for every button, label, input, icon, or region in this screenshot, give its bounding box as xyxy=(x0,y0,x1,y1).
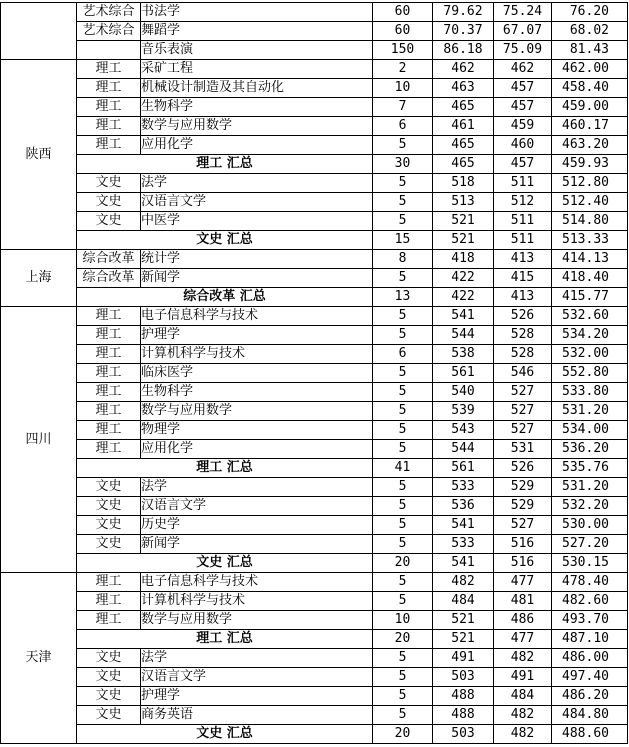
count-cell: 41 xyxy=(373,459,433,478)
table-row xyxy=(1,402,628,421)
subtotal-row xyxy=(1,231,628,250)
min-score-cell: 484 xyxy=(494,687,552,706)
subtotal-row xyxy=(1,459,628,478)
major-cell: 临床医学 xyxy=(141,364,373,383)
max-score-cell: 521 xyxy=(433,630,494,649)
min-score-cell: 546 xyxy=(494,364,552,383)
min-score-cell: 511 xyxy=(494,231,552,250)
major-cell: 商务英语 xyxy=(141,706,373,725)
count-cell: 10 xyxy=(373,611,433,630)
max-score-cell: 418 xyxy=(433,250,494,269)
count-cell: 20 xyxy=(373,725,433,744)
category-cell: 理工 xyxy=(77,98,141,117)
table-row xyxy=(1,250,628,269)
count-cell: 6 xyxy=(373,117,433,136)
major-cell: 电子信息科学与技术 xyxy=(141,573,373,592)
min-score-cell: 531 xyxy=(494,440,552,459)
count-cell: 5 xyxy=(373,573,433,592)
max-score-cell: 561 xyxy=(433,364,494,383)
count-cell: 60 xyxy=(373,22,433,41)
major-cell: 历史学 xyxy=(141,516,373,535)
min-score-cell: 526 xyxy=(494,307,552,326)
max-score-cell: 465 xyxy=(433,98,494,117)
max-score-cell: 462 xyxy=(433,60,494,79)
min-score-cell: 459 xyxy=(494,117,552,136)
min-score-cell: 477 xyxy=(494,630,552,649)
major-cell: 数学与应用数学 xyxy=(141,117,373,136)
avg-score-cell: 552.80 xyxy=(552,364,628,383)
max-score-cell: 491 xyxy=(433,649,494,668)
max-score-cell: 503 xyxy=(433,668,494,687)
major-cell: 数学与应用数学 xyxy=(141,402,373,421)
category-cell: 理工 xyxy=(77,440,141,459)
avg-score-cell: 76.20 xyxy=(552,3,628,22)
count-cell: 5 xyxy=(373,193,433,212)
max-score-cell: 463 xyxy=(433,79,494,98)
max-score-cell: 422 xyxy=(433,269,494,288)
count-cell: 5 xyxy=(373,649,433,668)
major-cell: 计算机科学与技术 xyxy=(141,592,373,611)
avg-score-cell: 512.40 xyxy=(552,193,628,212)
major-cell: 应用化学 xyxy=(141,440,373,459)
min-score-cell: 481 xyxy=(494,592,552,611)
count-cell: 5 xyxy=(373,136,433,155)
category-cell: 理工 xyxy=(77,592,141,611)
category-cell: 文史 xyxy=(77,212,141,231)
count-cell: 30 xyxy=(373,155,433,174)
min-score-cell: 529 xyxy=(494,478,552,497)
major-cell: 音乐表演 xyxy=(141,41,373,60)
category-cell: 文史 xyxy=(77,668,141,687)
province-cell: 四川 xyxy=(1,307,77,573)
count-cell: 150 xyxy=(373,41,433,60)
min-score-cell: 511 xyxy=(494,174,552,193)
category-cell: 理工 xyxy=(77,136,141,155)
table-row xyxy=(1,535,628,554)
max-score-cell: 544 xyxy=(433,440,494,459)
major-cell: 中医学 xyxy=(141,212,373,231)
category-cell: 文史 xyxy=(77,535,141,554)
category-cell: 理工 xyxy=(77,326,141,345)
max-score-cell: 533 xyxy=(433,535,494,554)
category-cell: 理工 xyxy=(77,60,141,79)
avg-score-cell: 497.40 xyxy=(552,668,628,687)
table-row xyxy=(1,649,628,668)
avg-score-cell: 535.76 xyxy=(552,459,628,478)
min-score-cell: 482 xyxy=(494,706,552,725)
category-cell: 理工 xyxy=(77,383,141,402)
major-cell: 数学与应用数学 xyxy=(141,611,373,630)
min-score-cell: 67.07 xyxy=(494,22,552,41)
avg-score-cell: 513.33 xyxy=(552,231,628,250)
subtotal-row xyxy=(1,725,628,744)
min-score-cell: 462 xyxy=(494,60,552,79)
max-score-cell: 543 xyxy=(433,421,494,440)
count-cell: 5 xyxy=(373,364,433,383)
major-cell: 舞蹈学 xyxy=(141,22,373,41)
subtotal-label: 文史 汇总 xyxy=(77,725,373,744)
min-score-cell: 528 xyxy=(494,326,552,345)
count-cell: 5 xyxy=(373,307,433,326)
count-cell: 5 xyxy=(373,440,433,459)
max-score-cell: 533 xyxy=(433,478,494,497)
count-cell: 5 xyxy=(373,421,433,440)
category-cell: 综合改革 xyxy=(77,250,141,269)
avg-score-cell: 488.60 xyxy=(552,725,628,744)
table-row xyxy=(1,516,628,535)
count-cell: 5 xyxy=(373,497,433,516)
table-row xyxy=(1,22,628,41)
category-cell: 文史 xyxy=(77,649,141,668)
max-score-cell: 465 xyxy=(433,155,494,174)
avg-score-cell: 463.20 xyxy=(552,136,628,155)
min-score-cell: 491 xyxy=(494,668,552,687)
max-score-cell: 488 xyxy=(433,706,494,725)
min-score-cell: 486 xyxy=(494,611,552,630)
avg-score-cell: 532.20 xyxy=(552,497,628,516)
count-cell: 5 xyxy=(373,478,433,497)
table-row xyxy=(1,345,628,364)
province-cell xyxy=(1,3,77,60)
category-cell: 文史 xyxy=(77,516,141,535)
subtotal-label: 理工 汇总 xyxy=(77,630,373,649)
min-score-cell: 75.24 xyxy=(494,3,552,22)
max-score-cell: 86.18 xyxy=(433,41,494,60)
min-score-cell: 527 xyxy=(494,402,552,421)
avg-score-cell: 462.00 xyxy=(552,60,628,79)
max-score-cell: 541 xyxy=(433,307,494,326)
count-cell: 5 xyxy=(373,326,433,345)
avg-score-cell: 493.70 xyxy=(552,611,628,630)
count-cell: 5 xyxy=(373,687,433,706)
category-cell: 理工 xyxy=(77,421,141,440)
avg-score-cell: 486.00 xyxy=(552,649,628,668)
table-row xyxy=(1,307,628,326)
avg-score-cell: 534.20 xyxy=(552,326,628,345)
max-score-cell: 544 xyxy=(433,326,494,345)
table-row xyxy=(1,611,628,630)
avg-score-cell: 68.02 xyxy=(552,22,628,41)
max-score-cell: 538 xyxy=(433,345,494,364)
min-score-cell: 527 xyxy=(494,516,552,535)
subtotal-label: 文史 汇总 xyxy=(77,554,373,573)
category-cell: 理工 xyxy=(77,79,141,98)
avg-score-cell: 460.17 xyxy=(552,117,628,136)
max-score-cell: 541 xyxy=(433,554,494,573)
avg-score-cell: 486.20 xyxy=(552,687,628,706)
major-cell: 新闻学 xyxy=(141,535,373,554)
avg-score-cell: 81.43 xyxy=(552,41,628,60)
category-cell: 文史 xyxy=(77,706,141,725)
table-row xyxy=(1,60,628,79)
table-row xyxy=(1,79,628,98)
category-cell: 理工 xyxy=(77,364,141,383)
table-row xyxy=(1,668,628,687)
table-row xyxy=(1,421,628,440)
province-cell: 上海 xyxy=(1,250,77,307)
max-score-cell: 465 xyxy=(433,136,494,155)
table-row xyxy=(1,174,628,193)
table-row xyxy=(1,98,628,117)
avg-score-cell: 514.80 xyxy=(552,212,628,231)
table-row xyxy=(1,440,628,459)
major-cell: 法学 xyxy=(141,478,373,497)
table-row xyxy=(1,364,628,383)
major-cell: 生物科学 xyxy=(141,383,373,402)
category-cell: 理工 xyxy=(77,307,141,326)
avg-score-cell: 530.00 xyxy=(552,516,628,535)
table-body xyxy=(1,3,628,744)
category-cell: 艺术综合 xyxy=(77,22,141,41)
subtotal-label: 文史 汇总 xyxy=(77,231,373,250)
subtotal-label: 理工 汇总 xyxy=(77,459,373,478)
avg-score-cell: 458.40 xyxy=(552,79,628,98)
table-row xyxy=(1,193,628,212)
avg-score-cell: 414.13 xyxy=(552,250,628,269)
max-score-cell: 461 xyxy=(433,117,494,136)
major-cell: 新闻学 xyxy=(141,269,373,288)
table-row xyxy=(1,136,628,155)
count-cell: 15 xyxy=(373,231,433,250)
category-cell: 理工 xyxy=(77,611,141,630)
subtotal-row xyxy=(1,288,628,307)
table-row xyxy=(1,478,628,497)
major-cell: 物理学 xyxy=(141,421,373,440)
table-row xyxy=(1,117,628,136)
table-row xyxy=(1,497,628,516)
min-score-cell: 527 xyxy=(494,383,552,402)
count-cell: 5 xyxy=(373,516,433,535)
count-cell: 7 xyxy=(373,98,433,117)
max-score-cell: 521 xyxy=(433,611,494,630)
province-cell: 天津 xyxy=(1,573,77,744)
category-cell: 理工 xyxy=(77,573,141,592)
table-row xyxy=(1,592,628,611)
major-cell: 护理学 xyxy=(141,687,373,706)
min-score-cell: 529 xyxy=(494,497,552,516)
max-score-cell: 521 xyxy=(433,212,494,231)
max-score-cell: 518 xyxy=(433,174,494,193)
count-cell: 20 xyxy=(373,554,433,573)
category-cell: 文史 xyxy=(77,497,141,516)
max-score-cell: 521 xyxy=(433,231,494,250)
max-score-cell: 503 xyxy=(433,725,494,744)
max-score-cell: 541 xyxy=(433,516,494,535)
avg-score-cell: 536.20 xyxy=(552,440,628,459)
min-score-cell: 413 xyxy=(494,288,552,307)
major-cell: 书法学 xyxy=(141,3,373,22)
count-cell: 10 xyxy=(373,79,433,98)
avg-score-cell: 512.80 xyxy=(552,174,628,193)
table-row xyxy=(1,212,628,231)
table-row xyxy=(1,41,628,60)
max-score-cell: 70.37 xyxy=(433,22,494,41)
min-score-cell: 415 xyxy=(494,269,552,288)
min-score-cell: 482 xyxy=(494,725,552,744)
min-score-cell: 75.09 xyxy=(494,41,552,60)
major-cell: 机械设计制造及其自动化 xyxy=(141,79,373,98)
max-score-cell: 482 xyxy=(433,573,494,592)
count-cell: 8 xyxy=(373,250,433,269)
min-score-cell: 516 xyxy=(494,554,552,573)
max-score-cell: 540 xyxy=(433,383,494,402)
min-score-cell: 477 xyxy=(494,573,552,592)
min-score-cell: 526 xyxy=(494,459,552,478)
min-score-cell: 457 xyxy=(494,98,552,117)
count-cell: 13 xyxy=(373,288,433,307)
avg-score-cell: 487.10 xyxy=(552,630,628,649)
major-cell: 汉语言文学 xyxy=(141,193,373,212)
table-row xyxy=(1,3,628,22)
min-score-cell: 457 xyxy=(494,79,552,98)
subtotal-row xyxy=(1,155,628,174)
category-cell: 理工 xyxy=(77,345,141,364)
min-score-cell: 528 xyxy=(494,345,552,364)
count-cell: 5 xyxy=(373,174,433,193)
major-cell: 汉语言文学 xyxy=(141,668,373,687)
category-cell xyxy=(77,41,141,60)
avg-score-cell: 484.80 xyxy=(552,706,628,725)
count-cell: 5 xyxy=(373,668,433,687)
count-cell: 5 xyxy=(373,706,433,725)
count-cell: 5 xyxy=(373,212,433,231)
avg-score-cell: 527.20 xyxy=(552,535,628,554)
category-cell: 综合改革 xyxy=(77,269,141,288)
avg-score-cell: 534.00 xyxy=(552,421,628,440)
table-row xyxy=(1,326,628,345)
count-cell: 5 xyxy=(373,592,433,611)
major-cell: 生物科学 xyxy=(141,98,373,117)
avg-score-cell: 533.80 xyxy=(552,383,628,402)
table-row xyxy=(1,383,628,402)
count-cell: 60 xyxy=(373,3,433,22)
max-score-cell: 536 xyxy=(433,497,494,516)
max-score-cell: 488 xyxy=(433,687,494,706)
avg-score-cell: 531.20 xyxy=(552,402,628,421)
max-score-cell: 422 xyxy=(433,288,494,307)
category-cell: 理工 xyxy=(77,402,141,421)
avg-score-cell: 532.00 xyxy=(552,345,628,364)
province-cell: 陕西 xyxy=(1,60,77,250)
count-cell: 5 xyxy=(373,535,433,554)
avg-score-cell: 478.40 xyxy=(552,573,628,592)
max-score-cell: 539 xyxy=(433,402,494,421)
count-cell: 6 xyxy=(373,345,433,364)
min-score-cell: 482 xyxy=(494,649,552,668)
avg-score-cell: 459.00 xyxy=(552,98,628,117)
max-score-cell: 484 xyxy=(433,592,494,611)
category-cell: 文史 xyxy=(77,687,141,706)
admission-scores-table xyxy=(0,2,628,744)
major-cell: 统计学 xyxy=(141,250,373,269)
category-cell: 文史 xyxy=(77,193,141,212)
avg-score-cell: 459.93 xyxy=(552,155,628,174)
min-score-cell: 457 xyxy=(494,155,552,174)
max-score-cell: 513 xyxy=(433,193,494,212)
table-row xyxy=(1,573,628,592)
count-cell: 2 xyxy=(373,60,433,79)
major-cell: 汉语言文学 xyxy=(141,497,373,516)
major-cell: 计算机科学与技术 xyxy=(141,345,373,364)
major-cell: 采矿工程 xyxy=(141,60,373,79)
major-cell: 应用化学 xyxy=(141,136,373,155)
major-cell: 法学 xyxy=(141,649,373,668)
category-cell: 文史 xyxy=(77,478,141,497)
count-cell: 5 xyxy=(373,383,433,402)
major-cell: 法学 xyxy=(141,174,373,193)
subtotal-row xyxy=(1,554,628,573)
major-cell: 护理学 xyxy=(141,326,373,345)
min-score-cell: 511 xyxy=(494,212,552,231)
table-row xyxy=(1,269,628,288)
avg-score-cell: 530.15 xyxy=(552,554,628,573)
subtotal-label: 综合改革 汇总 xyxy=(77,288,373,307)
max-score-cell: 561 xyxy=(433,459,494,478)
avg-score-cell: 418.40 xyxy=(552,269,628,288)
major-cell: 电子信息科学与技术 xyxy=(141,307,373,326)
min-score-cell: 413 xyxy=(494,250,552,269)
subtotal-label: 理工 汇总 xyxy=(77,155,373,174)
category-cell: 文史 xyxy=(77,174,141,193)
avg-score-cell: 482.60 xyxy=(552,592,628,611)
avg-score-cell: 415.77 xyxy=(552,288,628,307)
table-row xyxy=(1,687,628,706)
avg-score-cell: 531.20 xyxy=(552,478,628,497)
min-score-cell: 512 xyxy=(494,193,552,212)
category-cell: 理工 xyxy=(77,117,141,136)
count-cell: 5 xyxy=(373,402,433,421)
count-cell: 5 xyxy=(373,269,433,288)
avg-score-cell: 532.60 xyxy=(552,307,628,326)
subtotal-row xyxy=(1,630,628,649)
min-score-cell: 460 xyxy=(494,136,552,155)
count-cell: 20 xyxy=(373,630,433,649)
max-score-cell: 79.62 xyxy=(433,3,494,22)
category-cell: 艺术综合 xyxy=(77,3,141,22)
table-row xyxy=(1,706,628,725)
min-score-cell: 516 xyxy=(494,535,552,554)
min-score-cell: 527 xyxy=(494,421,552,440)
